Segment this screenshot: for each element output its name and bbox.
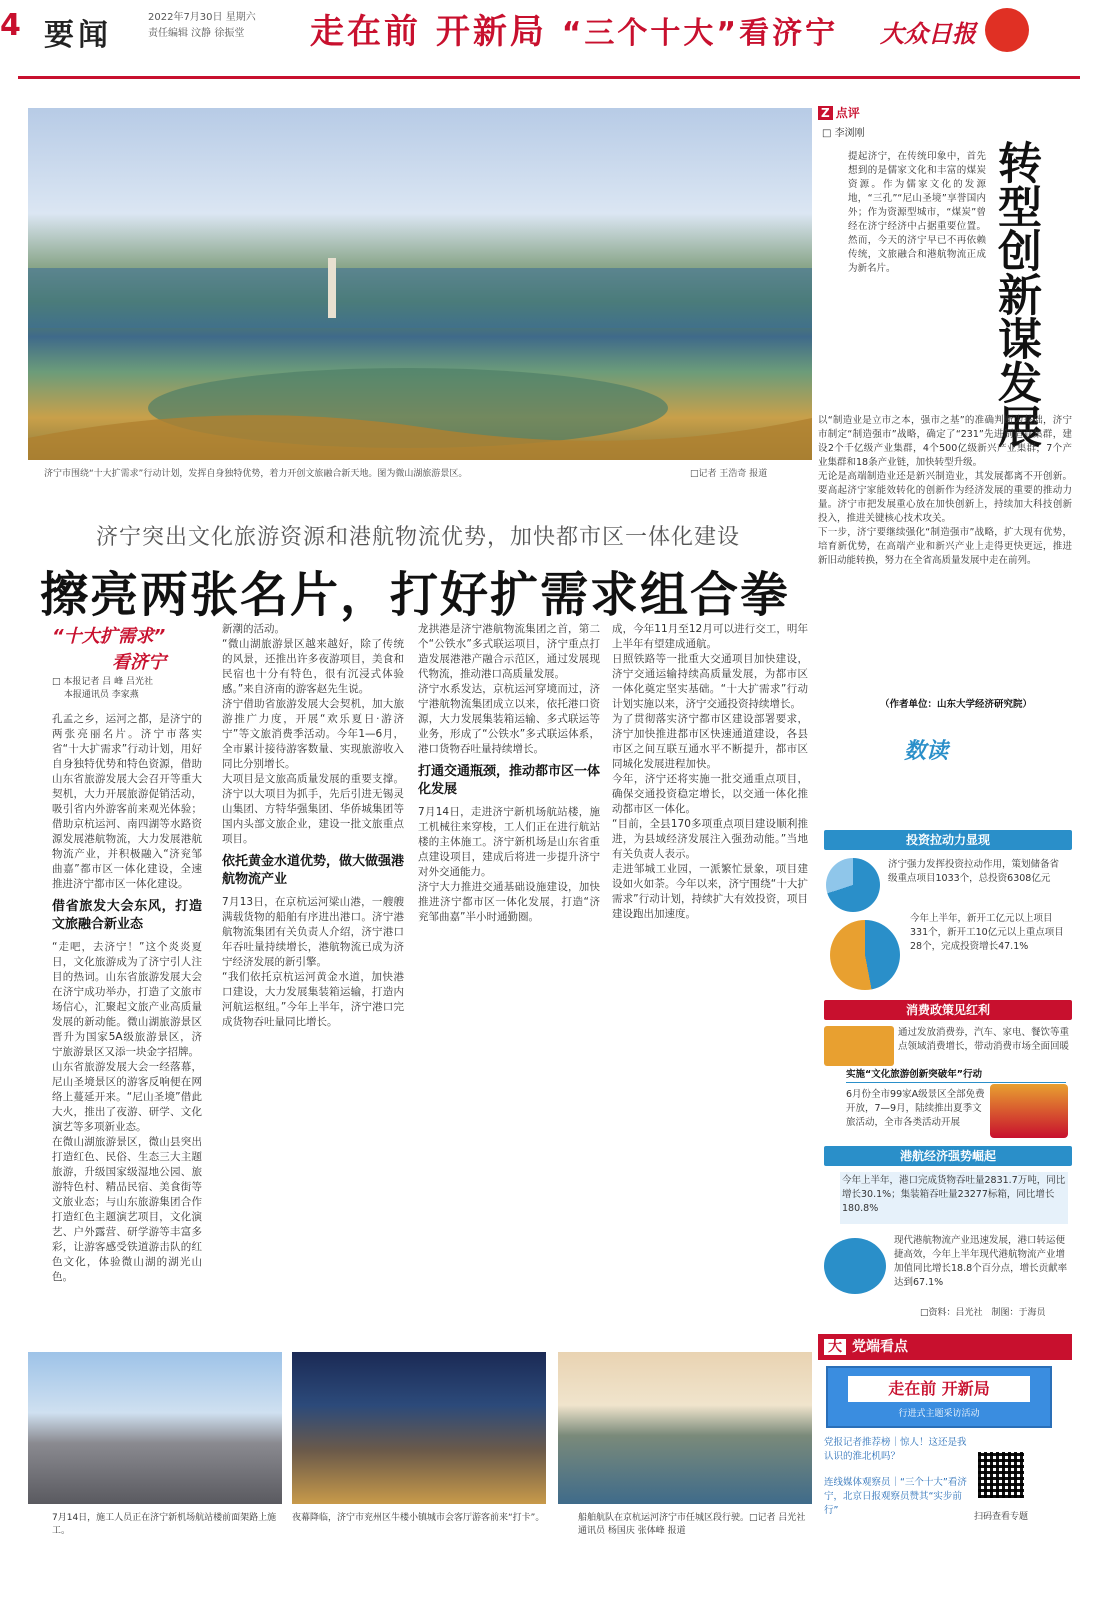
- investment-text-2: 今年上半年，新开工亿元以上项目331个，新开工10亿元以上重点项目28个，完成投资增长47.1%: [910, 913, 1064, 952]
- coupon-icon: [824, 1026, 894, 1066]
- paragraph: 成，今年11月至12月可以进行交工，明年上半年有望建成通航。: [612, 623, 808, 650]
- author-affiliation: （作者单位：山东大学经济研究院）: [880, 699, 1033, 710]
- banner-title: 走在前 开新局: [848, 1376, 1030, 1402]
- article-column-3: [418, 622, 600, 1312]
- section-title: 要闻: [44, 18, 112, 53]
- qr-code-icon[interactable]: [978, 1452, 1024, 1498]
- investment-pie-icon: [830, 920, 900, 990]
- paragraph: 龙拱港是济宁港航物流集团之首，第二个“公铁水”多式联运项目，济宁重点打造发展港港产融合示范区，通过发展现代物流，推动港口高质量发展。: [418, 623, 600, 680]
- newspaper-logo: 大众日报: [880, 20, 976, 48]
- article-byline: □ 本报记者 吕 峰 吕光社 本报通讯员 李家燕: [52, 677, 153, 700]
- investment-text-1: 济宁强力发挥投资拉动作用，策划储备省级重点项目1033个，总投资6308亿元: [888, 859, 1060, 884]
- article-headline: 擦亮两张名片，打好扩需求组合拳: [40, 567, 791, 623]
- paragraph: “我们依托京杭运河黄金水道，加快港口建设，大力发展集装箱运输，打造内河航运枢纽。”今年上半年，济宁港口完成货物吞吐量同比增长。: [222, 971, 404, 1028]
- consumption-text: 通过发放消费券，汽车、家电、餐饮等重点领域消费增长，带动消费市场全面回暖: [898, 1027, 1070, 1052]
- paragraph: 走进邹城工业园，一派繁忙景象，项目建设如火如荼。今年以来，济宁围绕“十大扩需求”行动计划，持续扩大有效投资，项目建设跑出加速度。: [612, 863, 808, 920]
- issue-date: 2022年7月30日 星期六: [148, 12, 256, 23]
- paragraph: 今年，济宁还将实施一批交通重点项目，确保交通投资稳定增长，以交通一体化推动都市区一体化。: [612, 773, 808, 815]
- party-app-bar: 大 党端看点: [818, 1334, 1072, 1360]
- series-badge: [52, 622, 202, 674]
- paragraph: 济宁借助省旅游发展大会契机，加大旅游推广力度，开展“欢乐夏日·游济宁”等文旅消费季活动。今年1—6月，全市累计接待游客数量、实现旅游收入同比分别增长。: [222, 698, 404, 770]
- paragraph: 提起济宁，在传统印象中，首先想到的是儒家文化和丰富的煤炭资源。作为儒家文化的发源地，“三孔”“尼山圣境”享誉国内外；作为资源型城市，“煤炭”曾经在济宁经济中占据重要位置。然而，今天的济宁早已不再依赖传统，文旅融合和港航物流正成为新名片。: [848, 151, 986, 274]
- paragraph: “微山湖旅游景区越来越好，除了传统的风景，还推出许多夜游项目，美食和民宿也十分有特色，很有沉浸式体验感。”来自济南的游客赵先生说。: [222, 638, 404, 695]
- slogan-sub: “三个十大”看济宁: [561, 16, 839, 51]
- badge-line2: 看济宁: [112, 652, 166, 673]
- airport-construction-photo: [28, 1352, 282, 1504]
- paragraph: 大项目是文旅高质量发展的重要支撑。济宁以大项目为抓手，先后引进无锡灵山集团、方特华强集团、华侨城集团等国内头部文旅企业，建设一批文旅重点项目。: [222, 773, 404, 845]
- ship-icon: [824, 1238, 886, 1294]
- photo-caption: 船舶航队在京杭运河济宁市任城区段行驶。□记者 吕光社 通讯员 杨国庆 张体峰 报道: [578, 1513, 806, 1536]
- commentary-text-top: [848, 150, 986, 410]
- port-text-1: 今年上半年，港口完成货物吞吐量2831.7万吨，同比增长30.1%；集装箱吞吐量23277标箱，同比增长180.8%: [840, 1172, 1068, 1224]
- news-link-2[interactable]: 连线媒体观察员｜“三个十大”看济宁，北京日报观察员赞其“实步前行”: [824, 1477, 967, 1516]
- paragraph: 下一步，济宁要继续强化“制造强市”战略，扩大现有优势，培育新优势，在高端产业和新兴产业上走得更快更远，推进新旧动能转换，努力在全省高质量发展中走在前列。: [818, 527, 1072, 566]
- main-photo: [28, 108, 812, 460]
- editor-line: 责任编辑 汶静 徐振堂: [148, 28, 245, 39]
- badge-line1: “十大扩需求”: [52, 626, 166, 647]
- header-slogan: [310, 4, 838, 53]
- issue-meta: [148, 10, 288, 42]
- article-column-4: [612, 622, 808, 1312]
- article-column-2: [222, 622, 404, 1312]
- paragraph: 孔孟之乡，运河之都，是济宁的两张亮丽名片。济宁市落实省“十大扩需求”行动计划，用好自身独特优势和特色资源，借助山东省旅游发展大会召开等重大契机，大力开展旅游促销活动，吸引省内外游客前来观光体验；借助京杭运河、南四湖等水路资源发展港航物流，大力发展港航物流产业，并积极融入“济兖邹曲嘉”都市区一体化建设，全速推进济宁都市区一体化建设。: [52, 713, 202, 890]
- commentary-author: □ 李浏刚: [822, 128, 865, 139]
- page-number: 4: [0, 8, 21, 43]
- paragraph: 以“制造业是立市之本，强市之基”的准确判断为基础，济宁市制定“制造强市”战略，确定了“231”先进制造业集群，建设2个千亿级产业集群，4个500亿级新兴产业集群，7个产业集群和18条产业链，加快转型升级。: [818, 415, 1072, 468]
- campaign-banner[interactable]: [826, 1366, 1052, 1428]
- section-bar-investment: 投资拉动力显现: [824, 830, 1072, 850]
- section-bar-port: 港航经济强势崛起: [824, 1146, 1072, 1166]
- paragraph: 7月13日，在京杭运河梁山港，一艘艘满载货物的船舶有序进出港口。济宁港航物流集团有关负责人介绍，济宁港口年吞吐量持续增长，港航物流已成为济宁经济发展的新引擎。: [222, 896, 404, 968]
- header-rule: [18, 76, 1080, 79]
- commentary-tag: Z 点评: [818, 104, 918, 121]
- banner-subtitle: 行进式主题采访活动: [898, 1409, 980, 1419]
- slogan-main: 走在前 开新局: [310, 12, 547, 52]
- qr-caption: 扫码查看专题: [974, 1512, 1029, 1522]
- port-text-2: 现代港航物流产业迅速发展，港口转运便捷高效，今年上半年现代港航物流产业增加值同比增长18.8个百分点，增长贡献率达到67.1%: [894, 1235, 1068, 1288]
- paragraph: 济宁水系发达，京杭运河穿境而过，济宁港航物流集团成立以来，依托港口资源，大力发展集装箱运输、多式联运等业务，形成了“公铁水”多式联运体系，港口货物吞吐量持续增长。: [418, 683, 600, 755]
- photo-caption: 7月14日，施工人员正在济宁新机场航站楼前面架路上施工。: [52, 1513, 277, 1536]
- paragraph: “走吧，去济宁！”这个炎炎夏日，文化旅游成为了济宁引人注目的热词。山东省旅游发展大会在济宁成功举办，打造了文旅市场信心，汇聚起文旅产业高质量发展的新动能。微山湖旅游景区晋升为国家5A级旅游景区，济宁旅游景区又添一块金字招牌。: [52, 941, 202, 1058]
- canal-ships-photo: [558, 1352, 812, 1504]
- paragraph: 济宁大力推进交通基础设施建设，加快推进济宁都市区一体化发展，打造“济兖邹曲嘉”半小时通勤圈。: [418, 881, 600, 923]
- paragraph: 7月14日，走进济宁新机场航站楼，施工机械往来穿梭，工人们正在进行航站楼的主体施工。济宁新机场是山东省重点建设项目，建成后将进一步提升济宁对外交通能力。: [418, 806, 600, 878]
- commentary-headline: 转型创新谋发展: [990, 140, 1041, 448]
- main-photo-caption: 济宁市围绕“十大扩需求”行动计划，发挥自身独特优势，着力开创文旅融合新天地。图为微山湖旅游景区。: [44, 469, 468, 479]
- night-town-photo: [292, 1352, 546, 1504]
- subheading: 依托黄金水道优势，做大做强港航物流产业: [222, 854, 404, 887]
- paragraph: 日照铁路等一批重大交通项目加快建设，济宁交通运输持续高质量发展，为都市区一体化奠定坚实基础。“十大扩需求”行动计划实施以来，济宁交通投资持续增长。: [612, 653, 808, 710]
- lake-landscape-image: [28, 108, 812, 460]
- paragraph: 在微山湖旅游景区，微山县突出打造红色、民俗、生态三大主题旅游，升级国家级湿地公园、旅游特色村、精品民宿、美食街等文旅业态；与山东旅游集团合作打造红色主题演艺项目，文化演艺、户外露营、研学游等丰富多彩，让游客感受铁道游击队的红色文化，体验微山湖的湖光山色。: [52, 1136, 202, 1283]
- logo-mark-icon: [985, 8, 1029, 52]
- subheading: 打通交通瓶颈，推动都市区一体化发展: [418, 764, 600, 797]
- consumption-text-2: 6月份全市99家A级景区全部免费开放，7—9月，陆续推出夏季文旅活动，全市各类活动开展: [846, 1089, 985, 1128]
- photo-caption: 夜幕降临，济宁市兖州区牛楼小镇城市会客厅游客前来“打卡”。: [292, 1513, 545, 1523]
- festival-icon: [990, 1084, 1068, 1138]
- data-read-title: 数读: [904, 739, 949, 764]
- commentary-text: [818, 414, 1072, 690]
- main-photo-credit: □记者 王浩奇 报道: [690, 469, 768, 479]
- article-column-1: [52, 712, 202, 1312]
- news-link-1[interactable]: 党报记者推荐榜｜惊人！这还是我认识的淮北机吗？: [824, 1437, 967, 1462]
- paragraph: 新潮的活动。: [222, 623, 285, 635]
- consumption-subhead: 实施“文化旅游创新突破年”行动: [846, 1068, 1066, 1083]
- party-app-title: 党端看点: [852, 1339, 908, 1355]
- section-bar-consumption: 消费政策见红利: [824, 1000, 1072, 1020]
- paragraph: “目前，全县170多项重点项目建设顺利推进，为县域经济发展注入强劲动能。”当地有关负责人表示。: [612, 818, 808, 860]
- paragraph: 山东省旅游发展大会一经落幕，尼山圣境景区的游客反响便在网络上蔓延开来。“尼山圣境”借此大火，推出了夜游、研学、文化演艺等多项新业态。: [52, 1061, 202, 1133]
- data-source: □资料：吕光社 制图：于海员: [920, 1308, 1046, 1318]
- article-kicker: 济宁突出文化旅游资源和港航物流优势，加快都市区一体化建设: [96, 525, 741, 550]
- commentary-label: 点评: [835, 106, 860, 120]
- subheading: 借省旅发大会东风，打造文旅融合新业态: [52, 899, 202, 932]
- investment-icon: [826, 858, 880, 912]
- paragraph: 为了贯彻落实济宁都市区建设部署要求，济宁加快推进都市区快速通道建设，各县市区之间互联互通水平不断提升，都市区同城化发展进程加快。: [612, 713, 808, 770]
- paragraph: 无论是高端制造业还是新兴制造业，其发展都离不开创新。要高起济宁家能效转化的创新作为经济发展的重要的推动力量。济宁市把发展重心放在加快创新上，持续加大科技创新投入，推进关键核心技术攻关。: [818, 471, 1072, 524]
